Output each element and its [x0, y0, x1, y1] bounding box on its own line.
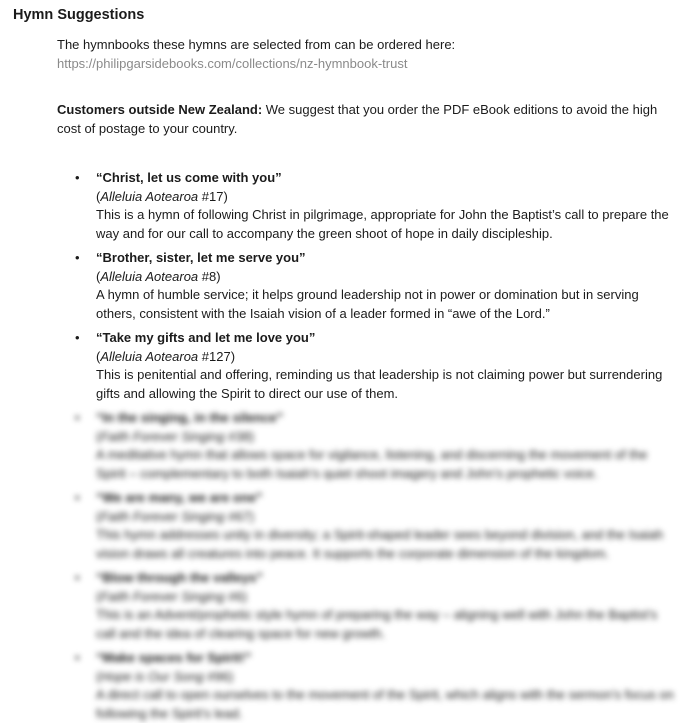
hymn-item: [72, 489, 674, 563]
bullet-icon: •: [75, 330, 80, 345]
hymn-source: (Faith Forever Singing #67): [96, 508, 255, 524]
hymn-description: A hymn of humble service; it helps ground leadership not in power or domination but in serving others, consistent with the Isaiah vision of a leader formed in “awe of the Lord.”: [96, 287, 639, 321]
hymn-description: A meditative hymn that allows space for vigilance, listening, and discerning the movement of the Spirit – complementary to both Isaiah’s quiet shoot imagery and John’s prophetic voice.: [96, 447, 648, 481]
hymn-source: (Alleluia Aotearoa #17): [96, 188, 228, 204]
page-title: Hymn Suggestions: [13, 7, 145, 23]
hymn-item: [72, 409, 674, 483]
hymn-item: [72, 329, 674, 403]
hymn-title: “Christ, let us come with you”: [96, 170, 282, 185]
bullet-icon: •: [75, 650, 80, 665]
hymnbook-trust-link[interactable]: https://philipgarsidebooks.com/collections/nz-hymnbook-trust: [57, 55, 408, 71]
bullet-icon: •: [75, 570, 80, 585]
hymn-title: “Make spaces for Spirit!”: [96, 650, 252, 665]
hymn-list-blurred: [13, 409, 682, 723]
notice-lead: Customers outside New Zealand:: [57, 102, 263, 117]
intro-section: [57, 36, 682, 73]
order-text: The hymnbooks these hymns are selected from can be ordered here:: [57, 37, 456, 52]
hymn-title: “In the singing, in the silence”: [96, 410, 284, 425]
hymn-source: (Faith Forever Singing #6): [96, 588, 248, 604]
hymn-title: “We are many, we are one”: [96, 490, 263, 505]
hymn-source: (Alleluia Aotearoa #127): [96, 348, 236, 364]
hymn-description: A direct call to open ourselves to the movement of the Spirit, which aligns with the sermon’s focus on following the Spirit’s lead.: [96, 687, 674, 721]
hymn-source: (Alleluia Aotearoa #8): [96, 268, 221, 284]
overseas-notice: [57, 101, 669, 138]
bullet-icon: •: [75, 490, 80, 505]
hymn-description: This is penitential and offering, reminding us that leadership is not claiming power but surrendering gifts and allowing the Spirit to direct our use of them.: [96, 367, 663, 401]
bullet-icon: •: [75, 250, 80, 265]
hymn-source: (Hope is Our Song #96): [96, 668, 234, 684]
hymn-list-sharp: [13, 169, 682, 403]
hymn-title: “Blow through the valleys”: [96, 570, 263, 585]
hymn-item: [72, 569, 674, 643]
hymn-item: [72, 169, 674, 243]
bullet-icon: •: [75, 410, 80, 425]
hymn-description: This hymn addresses unity in diversity; a Spirit-shaped leader sees beyond division, and the Isaiah vision draws all creatures into peace. It supports the corporate dimension of the kingdom.: [96, 527, 664, 561]
hymn-description: This is a hymn of following Christ in pilgrimage, appropriate for John the Baptist’s call to prepare the way and for our call to accompany the green shoot of hope in daily discipleship.: [96, 207, 669, 241]
notice-body: We suggest that you order the PDF eBook editions to avoid the high cost of postage to your country.: [57, 102, 658, 136]
hymn-source: (Faith Forever Singing #38): [96, 428, 255, 444]
hymn-item: [72, 649, 674, 723]
hymn-title: “Brother, sister, let me serve you”: [96, 250, 306, 265]
hymn-title: “Take my gifts and let me love you”: [96, 330, 316, 345]
bullet-icon: •: [75, 170, 80, 185]
hymn-item: [72, 249, 674, 323]
hymn-description: This is an Advent/prophetic style hymn of preparing the way – aligning well with John the Baptist’s call and the idea of clearing space for new growth.: [96, 607, 658, 641]
